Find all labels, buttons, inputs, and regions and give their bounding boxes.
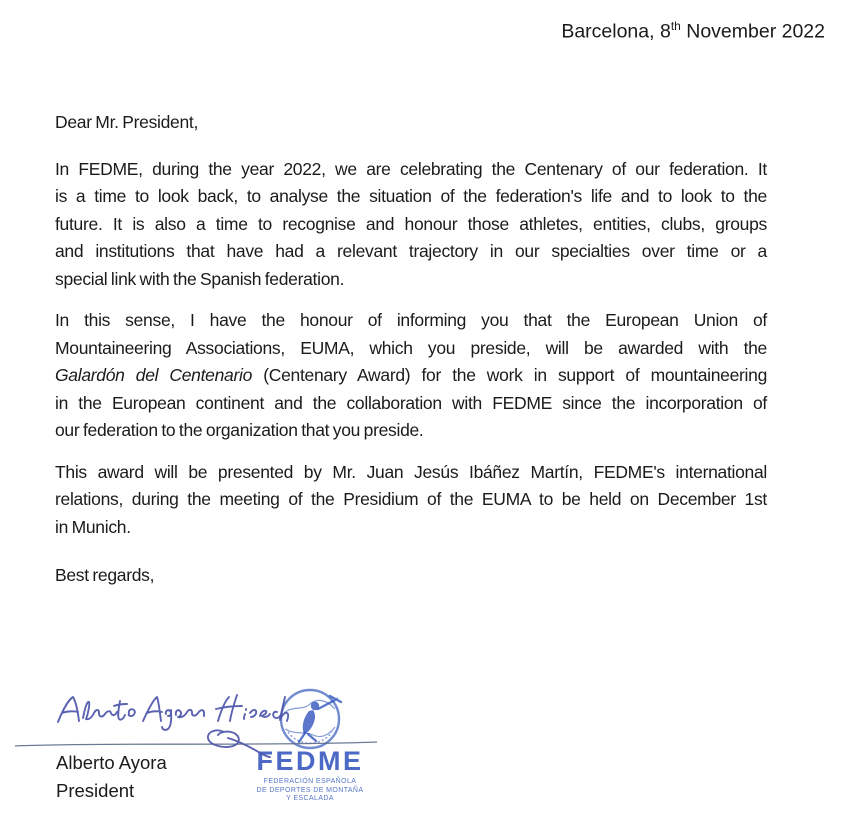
- paragraph-2-line: In this sense, I have the honour of informing you that the European Union of: [55, 310, 767, 330]
- paragraph-3-line: This award will be presented by Mr. Juan Jesús Ibáñez Martín, FEDME's international: [55, 461, 767, 482]
- paragraph-3: [55, 459, 767, 542]
- salutation: Dear Mr. President,: [55, 112, 199, 132]
- closing: Best regards,: [55, 565, 155, 585]
- paragraph-1-line: and institutions that have had a relevant trajectory in our specialties over time or a: [55, 241, 767, 261]
- paragraph-2-line: Mountaineering Associations, EUMA, which you preside, will be awarded with the: [55, 337, 767, 358]
- signer-title: President: [56, 780, 135, 801]
- paragraph-2-line-rest: (Centenary Award) for the work in support of mountaineering: [252, 365, 768, 385]
- stamp-org-line: DE DEPORTES DE MONTAÑA: [256, 786, 364, 794]
- paragraph-1-line: is a time to look back, to analyse the situation of the federation's life and to look to the: [55, 186, 767, 206]
- paragraph-3-line: relations, during the meeting of the Presidium of the EUMA to be held on December 1st: [55, 489, 767, 509]
- award-name-italic: Galardón del Centenario: [55, 365, 253, 385]
- stamp-org-line: Y ESCALADA: [286, 795, 334, 803]
- paragraph-1-line: future. It is also a time to recognise and honour those athletes, entities, clubs, groups: [55, 213, 767, 234]
- date-suffix: November 2022: [680, 20, 825, 43]
- signer-name: Alberto Ayora: [56, 752, 167, 773]
- paragraph-2-line: [55, 362, 767, 390]
- paragraph-3-line: in Munich.: [55, 516, 131, 537]
- paragraph-1: [55, 156, 767, 294]
- letter-body: [55, 109, 767, 590]
- paragraph-1-line: special link with the Spanish federation.: [55, 268, 345, 289]
- paragraph-1-line: In FEDME, during the year 2022, we are celebrating the Centenary of our federation. It: [55, 158, 767, 179]
- date-prefix: Barcelona, 8: [561, 20, 671, 43]
- stamp-acronym: FEDME: [256, 746, 364, 776]
- paragraph-2-line: in the European continent and the collaboration with FEDME since the incorporation of: [55, 392, 767, 413]
- paragraph-2: [55, 307, 767, 445]
- paragraph-2-line: our federation to the organization that you preside.: [55, 420, 424, 440]
- letter-date: [561, 13, 825, 45]
- stamp-org-line: FEDERACIÓN ESPAÑOLA: [263, 778, 357, 785]
- date-ordinal-suffix: th: [670, 19, 681, 33]
- signer-block: [56, 749, 167, 805]
